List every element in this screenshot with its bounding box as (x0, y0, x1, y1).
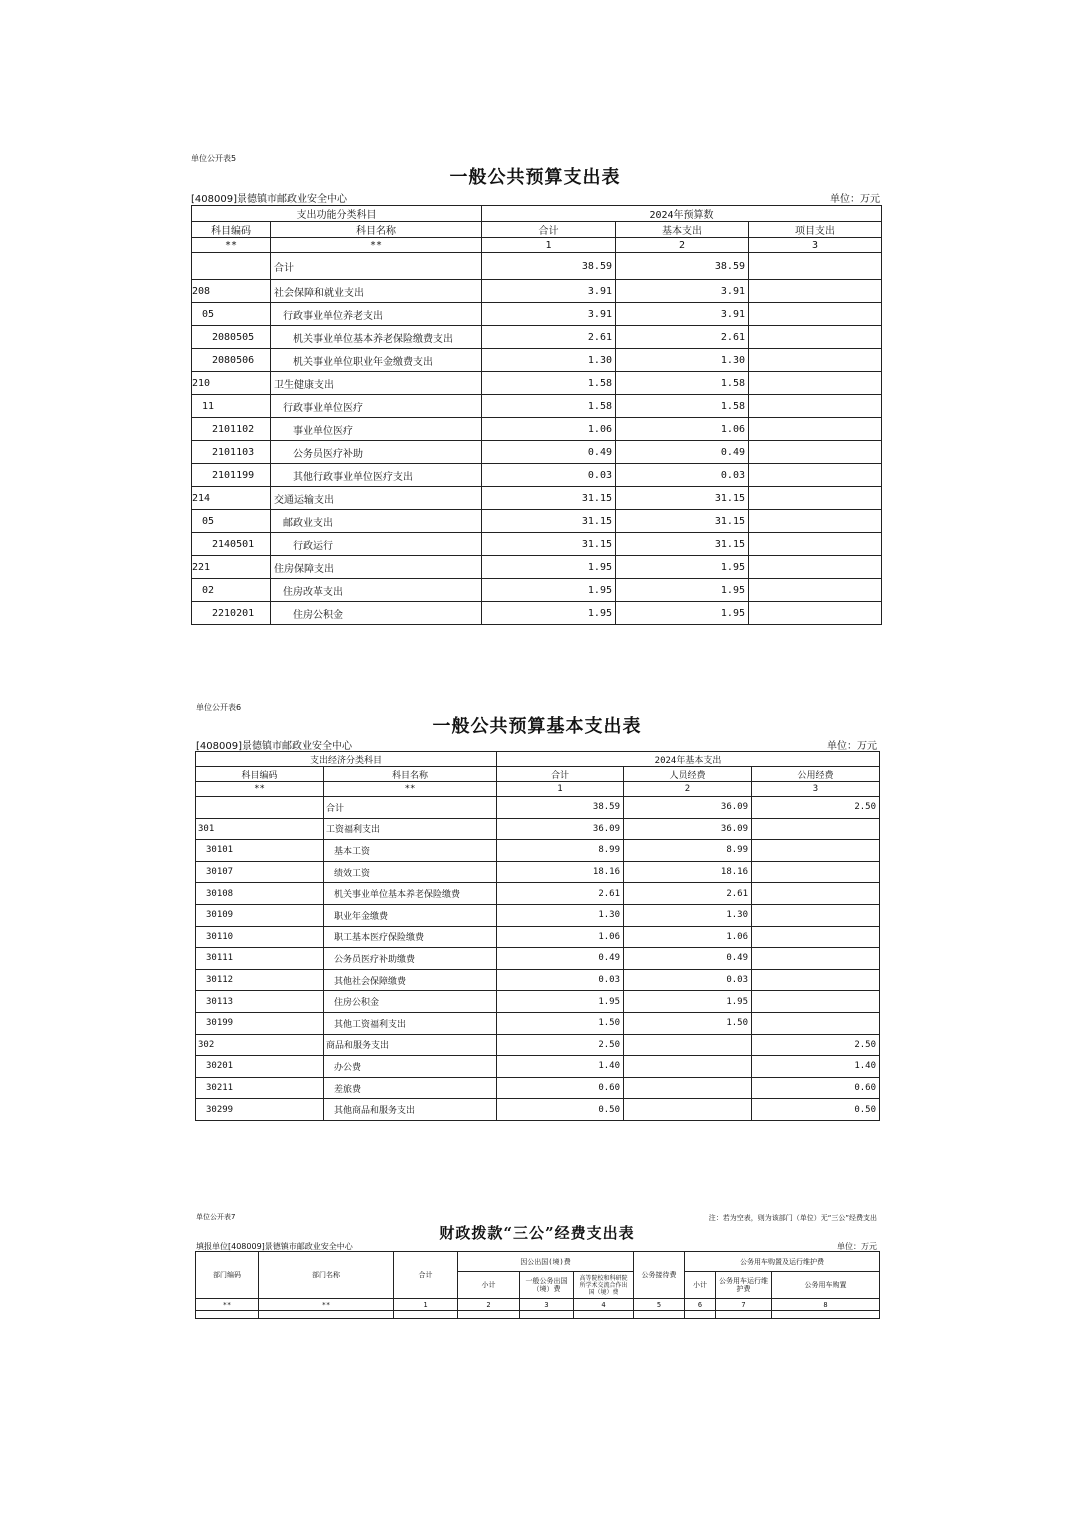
personnel-value (624, 1077, 752, 1099)
vehicle-header: 公务用车购置及运行维护费 (685, 1252, 880, 1272)
col-name-header: 科目名称 (271, 222, 482, 238)
marker-cell: 1 (482, 238, 616, 253)
subject-name: 差旅费 (324, 1077, 497, 1099)
subject-code: 30112 (196, 969, 324, 991)
subject-name: 行政事业单位养老支出 (271, 303, 482, 326)
subject-name: 住房保障支出 (271, 556, 482, 579)
table5-tag: 单位公开表5 (191, 154, 237, 163)
basic-value: 1.95 (616, 602, 749, 625)
personnel-value (624, 1056, 752, 1078)
subject-code: 302 (196, 1034, 324, 1056)
public-value (752, 1012, 880, 1034)
subject-code (196, 797, 324, 819)
subject-name: 行政运行 (271, 533, 482, 556)
table-row (192, 533, 882, 556)
basic-value: 38.59 (616, 253, 749, 280)
dept-name-header: 部门名称 (259, 1252, 394, 1299)
table-row (196, 1034, 880, 1056)
total-value: 31.15 (482, 510, 616, 533)
public-value: 2.50 (752, 1034, 880, 1056)
table-row (196, 1056, 880, 1078)
table-row (196, 1012, 880, 1034)
group-right-header: 2024年基本支出 (497, 752, 880, 767)
subject-name: 绩效工资 (324, 861, 497, 883)
subject-name: 卫生健康支出 (271, 372, 482, 395)
subject-code: 30199 (196, 1012, 324, 1034)
vehicle-run-header: 公务用车运行维护费 (716, 1272, 772, 1299)
col-public-header: 公用经费 (752, 767, 880, 782)
marker-cell: 6 (685, 1299, 716, 1311)
group-right-header: 2024年预算数 (482, 206, 882, 222)
personnel-value: 8.99 (624, 840, 752, 862)
table5-body (192, 253, 882, 625)
personnel-value: 2.61 (624, 883, 752, 905)
total-value: 0.60 (497, 1077, 624, 1099)
table6-body (196, 797, 880, 1121)
subject-name: 邮政业支出 (271, 510, 482, 533)
subject-name: 工资福利支出 (324, 818, 497, 840)
table-row (192, 556, 882, 579)
basic-value: 1.95 (616, 556, 749, 579)
marker-cell: 5 (634, 1299, 685, 1311)
marker-cell: 4 (574, 1299, 634, 1311)
col-project-header: 项目支出 (749, 222, 882, 238)
project-value (749, 533, 882, 556)
marker-cell: 3 (752, 782, 880, 797)
basic-value: 1.06 (616, 418, 749, 441)
table-row (192, 253, 882, 280)
marker-cell: 8 (772, 1299, 880, 1311)
total-value: 31.15 (482, 487, 616, 510)
table-row (196, 797, 880, 819)
subject-code: 30113 (196, 991, 324, 1013)
empty-row (196, 1311, 880, 1319)
personnel-value: 1.30 (624, 904, 752, 926)
col-personnel-header: 人员经费 (624, 767, 752, 782)
project-value (749, 303, 882, 326)
subject-code: 30101 (196, 840, 324, 862)
table-row (196, 904, 880, 926)
marker-cell: 2 (616, 238, 749, 253)
subject-code: 210 (192, 372, 271, 395)
table-row (192, 418, 882, 441)
total-value: 0.50 (497, 1099, 624, 1121)
marker-cell: ** (259, 1299, 394, 1311)
table7-title: 财政拨款“三公”经费支出表 (439, 1224, 635, 1242)
subject-name: 职业年金缴费 (324, 904, 497, 926)
vehicle-buy-header: 公务用车购置 (772, 1272, 880, 1299)
total-value: 2.61 (482, 326, 616, 349)
marker-cell: 1 (497, 782, 624, 797)
public-value (752, 883, 880, 905)
marker-cell: ** (271, 238, 482, 253)
table-row (196, 1099, 880, 1121)
basic-value: 31.15 (616, 510, 749, 533)
total-value: 3.91 (482, 280, 616, 303)
total-value: 38.59 (497, 797, 624, 819)
table-row (192, 487, 882, 510)
public-value (752, 818, 880, 840)
edu-abroad-header: 高等院校和科研院所学术交流合作出国（境）费 (574, 1272, 634, 1299)
subject-code: 2101199 (192, 464, 271, 487)
abroad-subtotal-header: 小计 (458, 1272, 520, 1299)
abroad-header: 因公出国(境)费 (458, 1252, 634, 1272)
subject-name: 交通运输支出 (271, 487, 482, 510)
personnel-value (624, 1034, 752, 1056)
total-value: 38.59 (482, 253, 616, 280)
public-value: 0.50 (752, 1099, 880, 1121)
marker-cell: 2 (458, 1299, 520, 1311)
project-value (749, 253, 882, 280)
col-name-header: 科目名称 (324, 767, 497, 782)
project-value (749, 395, 882, 418)
col-total-header: 合计 (482, 222, 616, 238)
subject-name: 机关事业单位职业年金缴费支出 (271, 349, 482, 372)
total-value: 0.49 (497, 948, 624, 970)
personnel-value: 0.49 (624, 948, 752, 970)
project-value (749, 418, 882, 441)
personnel-value: 1.06 (624, 926, 752, 948)
total-value: 1.95 (482, 556, 616, 579)
public-value (752, 969, 880, 991)
dept-code-header: 部门编码 (196, 1252, 259, 1299)
table-row (192, 280, 882, 303)
basic-value: 1.58 (616, 395, 749, 418)
marker-cell: 2 (624, 782, 752, 797)
marker-cell: 1 (394, 1299, 458, 1311)
reception-header: 公务接待费 (634, 1252, 685, 1299)
table-row (192, 441, 882, 464)
marker-cell: ** (192, 238, 271, 253)
subject-code: 05 (192, 303, 271, 326)
basic-value: 2.61 (616, 326, 749, 349)
vehicle-subtotal-header: 小计 (685, 1272, 716, 1299)
total-value: 1.58 (482, 372, 616, 395)
subject-code: 30109 (196, 904, 324, 926)
total-value: 2.50 (497, 1034, 624, 1056)
table6-tag: 单位公开表6 (196, 703, 242, 712)
subject-name: 其他工资福利支出 (324, 1012, 497, 1034)
subject-name: 商品和服务支出 (324, 1034, 497, 1056)
general-abroad-header: 一般公务出国（境）费 (520, 1272, 574, 1299)
project-value (749, 579, 882, 602)
total-value: 31.15 (482, 533, 616, 556)
subject-name: 社会保障和就业支出 (271, 280, 482, 303)
total-value: 1.06 (482, 418, 616, 441)
subject-name: 其他行政事业单位医疗支出 (271, 464, 482, 487)
subject-name: 住房公积金 (324, 991, 497, 1013)
table-row (192, 510, 882, 533)
subject-name: 合计 (271, 253, 482, 280)
table6-title: 一般公共预算基本支出表 (432, 716, 642, 737)
personnel-value: 1.50 (624, 1012, 752, 1034)
table-row (196, 926, 880, 948)
subject-code: 30110 (196, 926, 324, 948)
subject-name: 事业单位医疗 (271, 418, 482, 441)
subject-name: 住房公积金 (271, 602, 482, 625)
total-value: 1.06 (497, 926, 624, 948)
basic-value: 3.91 (616, 280, 749, 303)
table6-unit: 单位：万元 (827, 741, 877, 752)
project-value (749, 510, 882, 533)
subject-name: 机关事业单位基本养老保险缴费 (324, 883, 497, 905)
total-value: 3.91 (482, 303, 616, 326)
project-value (749, 441, 882, 464)
subject-name: 机关事业单位基本养老保险缴费支出 (271, 326, 482, 349)
col-total-header: 合计 (497, 767, 624, 782)
personnel-value (624, 1099, 752, 1121)
group-left-header: 支出功能分类科目 (192, 206, 482, 222)
table7-org: 填报单位[408009]景德镇市邮政业安全中心 (196, 1242, 353, 1251)
total-value: 1.30 (482, 349, 616, 372)
table-row (192, 579, 882, 602)
subject-code: 2080506 (192, 349, 271, 372)
subject-name: 住房改革支出 (271, 579, 482, 602)
table-row (192, 372, 882, 395)
table6 (195, 751, 880, 1121)
table-row (196, 991, 880, 1013)
total-value: 18.16 (497, 861, 624, 883)
personnel-value: 18.16 (624, 861, 752, 883)
table-row (192, 303, 882, 326)
total-value: 1.30 (497, 904, 624, 926)
basic-value: 31.15 (616, 533, 749, 556)
subject-code: 2080505 (192, 326, 271, 349)
table-row (196, 1077, 880, 1099)
table-row (196, 948, 880, 970)
table5-unit: 单位：万元 (830, 194, 880, 205)
total-header: 合计 (394, 1252, 458, 1299)
subject-name: 职工基本医疗保险缴费 (324, 926, 497, 948)
total-value: 1.40 (497, 1056, 624, 1078)
basic-value: 1.95 (616, 579, 749, 602)
subject-name: 公务员医疗补助缴费 (324, 948, 497, 970)
group-left-header: 支出经济分类科目 (196, 752, 497, 767)
subject-name: 其他社会保障缴费 (324, 969, 497, 991)
total-value: 8.99 (497, 840, 624, 862)
total-value: 0.03 (482, 464, 616, 487)
public-value (752, 861, 880, 883)
table5-title: 一般公共预算支出表 (449, 167, 621, 188)
basic-value: 3.91 (616, 303, 749, 326)
total-value: 1.95 (497, 991, 624, 1013)
table-row (196, 840, 880, 862)
subject-code: 30111 (196, 948, 324, 970)
subject-code: 30211 (196, 1077, 324, 1099)
project-value (749, 280, 882, 303)
total-value: 1.95 (482, 579, 616, 602)
subject-code: 2101102 (192, 418, 271, 441)
col-basic-header: 基本支出 (616, 222, 749, 238)
marker-cell: 3 (520, 1299, 574, 1311)
personnel-value: 1.95 (624, 991, 752, 1013)
project-value (749, 602, 882, 625)
table-row (192, 395, 882, 418)
subject-code: 30107 (196, 861, 324, 883)
project-value (749, 372, 882, 395)
subject-code: 30201 (196, 1056, 324, 1078)
subject-code: 30108 (196, 883, 324, 905)
table6-org: [408009]景德镇市邮政业安全中心 (196, 741, 352, 752)
table7-note: 注：若为空表，则为该部门（单位）无“三公”经费支出 (708, 1214, 877, 1222)
public-value (752, 948, 880, 970)
marker-cell: ** (196, 782, 324, 797)
subject-name: 行政事业单位医疗 (271, 395, 482, 418)
personnel-value: 36.09 (624, 797, 752, 819)
subject-code: 2210201 (192, 602, 271, 625)
marker-cell: ** (196, 1299, 259, 1311)
basic-value: 0.49 (616, 441, 749, 464)
marker-cell: 7 (716, 1299, 772, 1311)
public-value (752, 904, 880, 926)
public-value (752, 926, 880, 948)
subject-name: 合计 (324, 797, 497, 819)
basic-value: 0.03 (616, 464, 749, 487)
basic-value: 1.30 (616, 349, 749, 372)
total-value: 1.50 (497, 1012, 624, 1034)
project-value (749, 349, 882, 372)
table7-unit: 单位：万元 (837, 1242, 877, 1251)
public-value (752, 840, 880, 862)
project-value (749, 487, 882, 510)
table5 (191, 205, 882, 625)
table-row (196, 861, 880, 883)
marker-cell: ** (324, 782, 497, 797)
marker-cell: 3 (749, 238, 882, 253)
personnel-value: 36.09 (624, 818, 752, 840)
public-value: 1.40 (752, 1056, 880, 1078)
col-code-header: 科目编码 (196, 767, 324, 782)
public-value: 0.60 (752, 1077, 880, 1099)
basic-value: 31.15 (616, 487, 749, 510)
personnel-value: 0.03 (624, 969, 752, 991)
subject-code: 221 (192, 556, 271, 579)
subject-name: 基本工资 (324, 840, 497, 862)
table-row (192, 349, 882, 372)
subject-name: 办公费 (324, 1056, 497, 1078)
table-row (192, 326, 882, 349)
subject-code: 11 (192, 395, 271, 418)
total-value: 0.03 (497, 969, 624, 991)
public-value: 2.50 (752, 797, 880, 819)
table-row (196, 818, 880, 840)
table7 (195, 1251, 880, 1319)
subject-code: 02 (192, 579, 271, 602)
subject-code: 214 (192, 487, 271, 510)
table-row (196, 883, 880, 905)
subject-code: 2101103 (192, 441, 271, 464)
subject-code: 2140501 (192, 533, 271, 556)
total-value: 2.61 (497, 883, 624, 905)
subject-code: 301 (196, 818, 324, 840)
total-value: 1.58 (482, 395, 616, 418)
total-value: 36.09 (497, 818, 624, 840)
public-value (752, 991, 880, 1013)
subject-name: 公务员医疗补助 (271, 441, 482, 464)
subject-code: 30299 (196, 1099, 324, 1121)
table5-org: [408009]景德镇市邮政业安全中心 (191, 194, 347, 205)
subject-code: 05 (192, 510, 271, 533)
project-value (749, 326, 882, 349)
total-value: 0.49 (482, 441, 616, 464)
basic-value: 1.58 (616, 372, 749, 395)
table-row (196, 969, 880, 991)
table-row (192, 602, 882, 625)
subject-name: 其他商品和服务支出 (324, 1099, 497, 1121)
subject-code: 208 (192, 280, 271, 303)
table7-tag: 单位公开表7 (196, 1213, 236, 1221)
col-code-header: 科目编码 (192, 222, 271, 238)
project-value (749, 464, 882, 487)
project-value (749, 556, 882, 579)
total-value: 1.95 (482, 602, 616, 625)
table-row (192, 464, 882, 487)
subject-code (192, 253, 271, 280)
